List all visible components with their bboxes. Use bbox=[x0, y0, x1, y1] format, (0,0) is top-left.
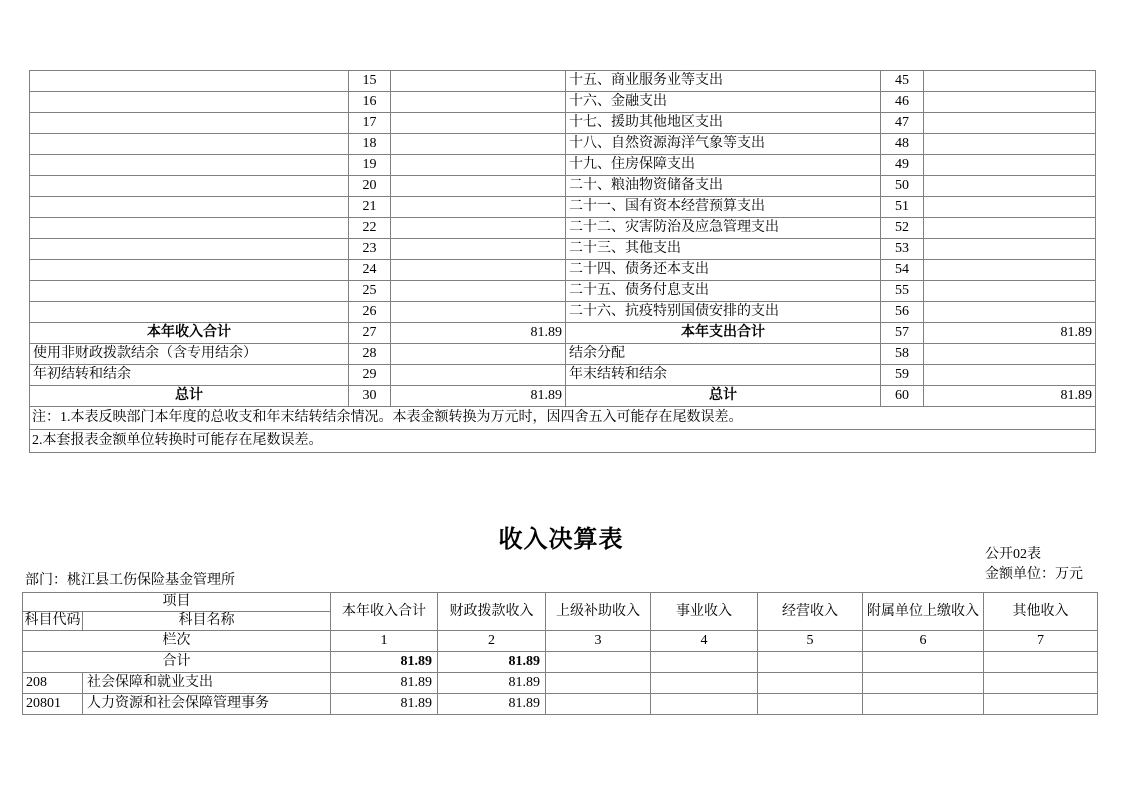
grand-total-label: 总计 bbox=[566, 386, 881, 407]
amount-cell bbox=[391, 197, 566, 218]
grand-total-label: 总计 bbox=[30, 386, 349, 407]
line-number-cell: 25 bbox=[349, 281, 391, 302]
subject-name-cell: 人力资源和社会保障管理事务 bbox=[83, 694, 331, 715]
amount-cell bbox=[924, 281, 1096, 302]
table-code-label: 公开02表 bbox=[985, 547, 1041, 562]
line-number-cell: 52 bbox=[881, 218, 924, 239]
expense-category-cell: 二十二、灾害防治及应急管理支出 bbox=[566, 218, 881, 239]
unit-label: 金额单位：万元 bbox=[985, 567, 1083, 582]
expense-category-cell: 十五、商业服务业等支出 bbox=[566, 71, 881, 92]
expense-category-cell: 十九、住房保障支出 bbox=[566, 155, 881, 176]
column-index-row bbox=[23, 631, 1098, 652]
expense-category-cell: 年末结转和结余 bbox=[566, 365, 881, 386]
amount-cell: 81.89 bbox=[924, 323, 1096, 344]
income-total-label: 本年收入合计 bbox=[30, 323, 349, 344]
amount-cell: 81.89 bbox=[391, 323, 566, 344]
table-meta bbox=[985, 545, 1083, 585]
value-cell bbox=[758, 673, 863, 694]
table-row bbox=[30, 176, 1096, 197]
column-number: 1 bbox=[331, 631, 438, 652]
value-cell bbox=[546, 652, 651, 673]
line-number-cell: 27 bbox=[349, 323, 391, 344]
value-cell bbox=[984, 652, 1098, 673]
income-category-cell bbox=[30, 155, 349, 176]
page-title: 收入决算表 bbox=[498, 527, 624, 553]
line-number-cell: 15 bbox=[349, 71, 391, 92]
table-note-2: 2.本套报表金额单位转换时可能存在尾数误差。 bbox=[30, 430, 1096, 453]
amount-cell bbox=[924, 155, 1096, 176]
income-category-cell bbox=[30, 239, 349, 260]
line-number-cell: 29 bbox=[349, 365, 391, 386]
line-number-cell: 58 bbox=[881, 344, 924, 365]
totals-row bbox=[30, 323, 1096, 344]
income-total-row bbox=[23, 652, 1098, 673]
line-number-cell: 30 bbox=[349, 386, 391, 407]
income-category-cell bbox=[30, 92, 349, 113]
column-number: 3 bbox=[546, 631, 651, 652]
table-row bbox=[30, 344, 1096, 365]
note-row bbox=[30, 430, 1096, 453]
income-category-cell bbox=[30, 302, 349, 323]
value-cell: 81.89 bbox=[438, 673, 546, 694]
column-number: 4 bbox=[651, 631, 758, 652]
income-final-accounts-table bbox=[22, 592, 1098, 715]
subject-code-cell: 208 bbox=[23, 673, 83, 694]
value-cell bbox=[984, 673, 1098, 694]
amount-cell bbox=[924, 176, 1096, 197]
line-number-cell: 56 bbox=[881, 302, 924, 323]
expense-category-cell: 二十五、债务付息支出 bbox=[566, 281, 881, 302]
line-number-cell: 48 bbox=[881, 134, 924, 155]
amount-cell bbox=[924, 260, 1096, 281]
value-cell: 81.89 bbox=[438, 694, 546, 715]
value-cell bbox=[651, 652, 758, 673]
income-category-cell bbox=[30, 218, 349, 239]
amount-cell bbox=[924, 365, 1096, 386]
line-number-cell: 47 bbox=[881, 113, 924, 134]
column-number: 5 bbox=[758, 631, 863, 652]
amount-cell bbox=[924, 134, 1096, 155]
expense-category-cell: 二十四、债务还本支出 bbox=[566, 260, 881, 281]
table-row bbox=[30, 71, 1096, 92]
table-row bbox=[30, 92, 1096, 113]
table-row bbox=[30, 302, 1096, 323]
amount-cell bbox=[391, 218, 566, 239]
line-number-cell: 17 bbox=[349, 113, 391, 134]
line-number-cell: 16 bbox=[349, 92, 391, 113]
line-number-cell: 51 bbox=[881, 197, 924, 218]
subject-code-cell: 20801 bbox=[23, 694, 83, 715]
income-category-cell bbox=[30, 260, 349, 281]
table-row bbox=[30, 239, 1096, 260]
line-number-cell: 22 bbox=[349, 218, 391, 239]
line-number-cell: 59 bbox=[881, 365, 924, 386]
table-row bbox=[30, 260, 1096, 281]
value-cell: 81.89 bbox=[331, 694, 438, 715]
income-category-cell bbox=[30, 134, 349, 155]
value-cell bbox=[651, 694, 758, 715]
value-cell bbox=[863, 673, 984, 694]
lanci-label: 栏次 bbox=[23, 631, 331, 652]
expense-category-cell: 二十一、国有资本经营预算支出 bbox=[566, 197, 881, 218]
line-number-cell: 26 bbox=[349, 302, 391, 323]
amount-cell bbox=[391, 71, 566, 92]
value-cell: 81.89 bbox=[331, 673, 438, 694]
line-number-cell: 49 bbox=[881, 155, 924, 176]
table-row bbox=[30, 197, 1096, 218]
table-row bbox=[30, 281, 1096, 302]
table-row bbox=[30, 218, 1096, 239]
header-item: 项目 bbox=[23, 593, 331, 612]
header-subject-name: 科目名称 bbox=[83, 612, 331, 631]
line-number-cell: 53 bbox=[881, 239, 924, 260]
income-category-cell bbox=[30, 176, 349, 197]
header-subject-code: 科目代码 bbox=[23, 612, 83, 631]
header-col-operating-income: 事业收入 bbox=[651, 593, 758, 631]
value-cell bbox=[546, 673, 651, 694]
amount-cell bbox=[391, 344, 566, 365]
table-row bbox=[30, 113, 1096, 134]
amount-cell bbox=[391, 302, 566, 323]
amount-cell bbox=[924, 218, 1096, 239]
amount-cell bbox=[924, 302, 1096, 323]
amount-cell bbox=[924, 197, 1096, 218]
table-row bbox=[30, 134, 1096, 155]
value-cell bbox=[863, 694, 984, 715]
amount-cell bbox=[924, 239, 1096, 260]
amount-cell bbox=[391, 155, 566, 176]
expense-category-cell: 十八、自然资源海洋气象等支出 bbox=[566, 134, 881, 155]
amount-cell bbox=[391, 134, 566, 155]
value-cell bbox=[758, 652, 863, 673]
line-number-cell: 23 bbox=[349, 239, 391, 260]
expense-category-cell: 十六、金融支出 bbox=[566, 92, 881, 113]
expense-category-cell: 结余分配 bbox=[566, 344, 881, 365]
line-number-cell: 57 bbox=[881, 323, 924, 344]
expense-total-label: 本年支出合计 bbox=[566, 323, 881, 344]
column-number: 2 bbox=[438, 631, 546, 652]
line-number-cell: 46 bbox=[881, 92, 924, 113]
table-row bbox=[30, 365, 1096, 386]
income-data-row bbox=[23, 694, 1098, 715]
amount-cell bbox=[924, 71, 1096, 92]
value-cell bbox=[758, 694, 863, 715]
header-col-superior-subsidy: 上级补助收入 bbox=[546, 593, 651, 631]
grand-total-row bbox=[30, 386, 1096, 407]
column-number: 7 bbox=[984, 631, 1098, 652]
line-number-cell: 45 bbox=[881, 71, 924, 92]
income-category-cell: 使用非财政拨款结余（含专用结余） bbox=[30, 344, 349, 365]
amount-cell bbox=[391, 365, 566, 386]
amount-cell bbox=[391, 281, 566, 302]
amount-cell bbox=[924, 344, 1096, 365]
column-number: 6 bbox=[863, 631, 984, 652]
value-cell bbox=[863, 652, 984, 673]
amount-cell bbox=[391, 113, 566, 134]
income-category-cell bbox=[30, 281, 349, 302]
expense-category-cell: 二十三、其他支出 bbox=[566, 239, 881, 260]
amount-cell bbox=[924, 92, 1096, 113]
department-label: 部门：桃江县工伤保险基金管理所 bbox=[25, 573, 235, 588]
table-row bbox=[30, 155, 1096, 176]
subject-name-cell: 社会保障和就业支出 bbox=[83, 673, 331, 694]
expense-category-cell: 二十、粮油物资储备支出 bbox=[566, 176, 881, 197]
expense-category-cell: 十七、援助其他地区支出 bbox=[566, 113, 881, 134]
table-note-1: 注：1.本表反映部门本年度的总收支和年末结转结余情况。本表金额转换为万元时，因四舍五入可能存在尾数误差。 bbox=[30, 407, 1096, 430]
value-cell bbox=[651, 673, 758, 694]
header-col-other-income: 其他收入 bbox=[984, 593, 1098, 631]
income-category-cell: 年初结转和结余 bbox=[30, 365, 349, 386]
header-row-item bbox=[23, 593, 1098, 612]
amount-cell: 81.89 bbox=[924, 386, 1096, 407]
line-number-cell: 18 bbox=[349, 134, 391, 155]
header-col-total-income: 本年收入合计 bbox=[331, 593, 438, 631]
income-category-cell bbox=[30, 71, 349, 92]
line-number-cell: 50 bbox=[881, 176, 924, 197]
line-number-cell: 54 bbox=[881, 260, 924, 281]
value-cell bbox=[546, 694, 651, 715]
amount-cell: 81.89 bbox=[391, 386, 566, 407]
line-number-cell: 20 bbox=[349, 176, 391, 197]
note-row bbox=[30, 407, 1096, 430]
header-col-business-income: 经营收入 bbox=[758, 593, 863, 631]
income-category-cell bbox=[30, 197, 349, 218]
income-data-row bbox=[23, 673, 1098, 694]
line-number-cell: 21 bbox=[349, 197, 391, 218]
line-number-cell: 19 bbox=[349, 155, 391, 176]
header-col-subsidiary-remittance: 附属单位上缴收入 bbox=[863, 593, 984, 631]
header-col-fiscal-appropriation: 财政拨款收入 bbox=[438, 593, 546, 631]
amount-cell bbox=[391, 239, 566, 260]
value-cell bbox=[984, 694, 1098, 715]
amount-cell bbox=[391, 176, 566, 197]
amount-cell bbox=[924, 113, 1096, 134]
income-category-cell bbox=[30, 113, 349, 134]
line-number-cell: 55 bbox=[881, 281, 924, 302]
expense-category-cell: 二十六、抗疫特别国债安排的支出 bbox=[566, 302, 881, 323]
final-accounts-overview-table bbox=[29, 70, 1096, 453]
value-cell: 81.89 bbox=[331, 652, 438, 673]
income-total-label: 合计 bbox=[23, 652, 331, 673]
line-number-cell: 28 bbox=[349, 344, 391, 365]
amount-cell bbox=[391, 260, 566, 281]
value-cell: 81.89 bbox=[438, 652, 546, 673]
line-number-cell: 60 bbox=[881, 386, 924, 407]
line-number-cell: 24 bbox=[349, 260, 391, 281]
amount-cell bbox=[391, 92, 566, 113]
